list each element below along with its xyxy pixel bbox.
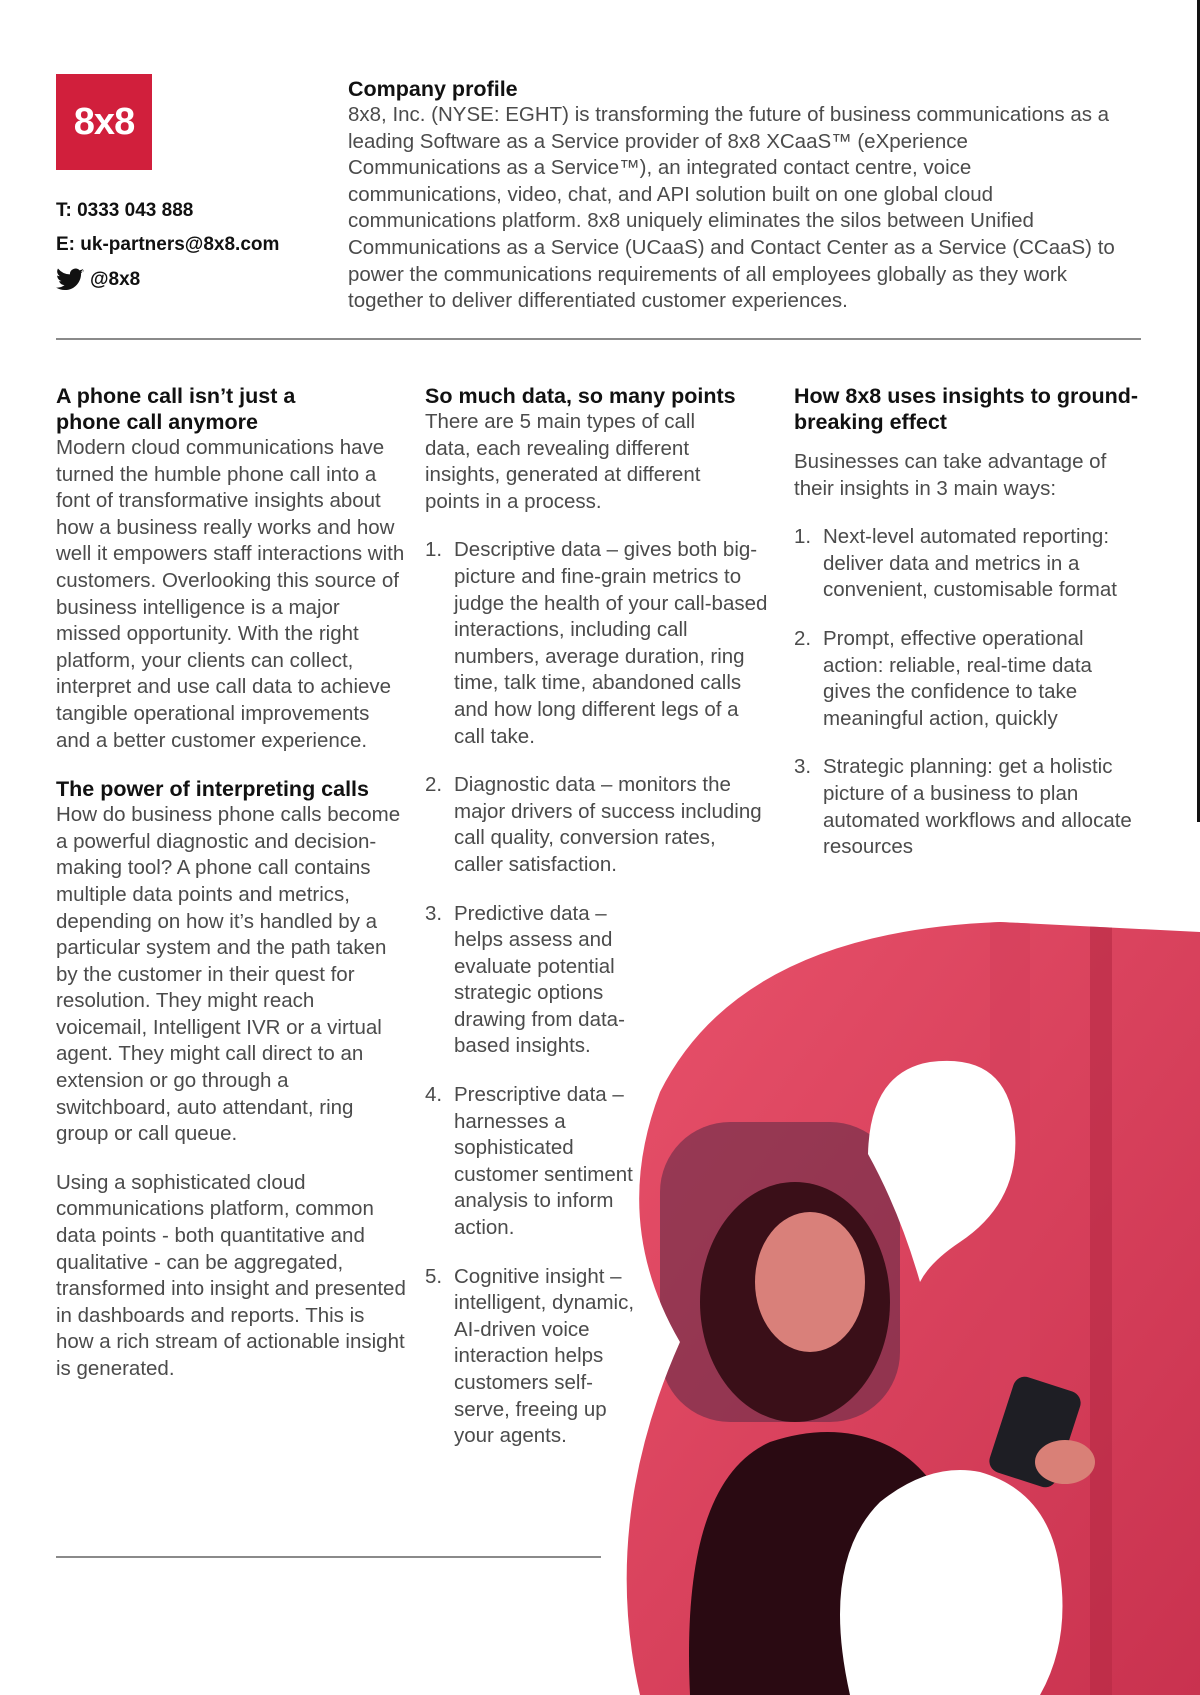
company-profile-text: 8x8, Inc. (NYSE: EGHT) is transforming the future of business communications as a leading Software as a Service provider of 8x8 XCaaS™ (eXperience Communications as a Service™), an integrated contact centre, voice communications, video, chat, and API solution built on one global cloud communications platform. 8x8 uniquely eliminates the silos between Unified Communications as a Service (UCaaS) and Contact Center as a Service (CCaaS) to power the communications requirements of all employees globally as they work together to deliver differentiated customer experiences. bbox=[348, 103, 1115, 313]
list-item bbox=[794, 626, 1144, 732]
list-number: 2. bbox=[425, 773, 443, 797]
list-text: Next-level automated reporting: deliver data and metrics in a convenient, customisable format bbox=[823, 525, 1117, 602]
list-number: 3. bbox=[794, 755, 812, 779]
list-text: Prompt, effective operational action: reliable, real-time data gives the confidence to take meaningful action, quickly bbox=[823, 626, 1092, 730]
column-1 bbox=[56, 383, 406, 1383]
list-text: Strategic planning: get a holistic picture of a business to plan automated workflows and allocate resources bbox=[823, 755, 1132, 859]
list-item bbox=[794, 754, 1144, 860]
list-text: Predictive data – helps assess and evaluate potential strategic options drawing from data-based insights. bbox=[454, 901, 625, 1058]
list-number: 5. bbox=[425, 1264, 443, 1288]
paragraph-interpreting-calls: How do business phone calls become a powerful diagnostic and decision-making tool? A phone call contains multiple data points and metrics, depending on how it’s handled by a particular system and the path taken by the customer in their quest for resolution. They might reach voicemail, Intelligent IVR or a virtual agent. They might call direct to an extension or go through a switchboard, auto attendant, ring group or call queue. bbox=[56, 803, 401, 1146]
list-item bbox=[425, 772, 770, 878]
brand-logo: 8x8 bbox=[56, 74, 152, 170]
list-number: 1. bbox=[425, 538, 443, 562]
heading-interpreting-calls: The power of interpreting calls bbox=[56, 777, 369, 802]
column-3 bbox=[794, 383, 1144, 883]
list-text: Cognitive insight – intelligent, dynamic, AI-driven voice interaction helps customers self-serve, freeing up your agents. bbox=[454, 1264, 635, 1448]
list-text: Descriptive data – gives both big-picture and fine-grain metrics to judge the health of your call-based interactions, including call numbers, average duration, ring time, talk time, abandoned calls and how long different legs of a call take. bbox=[454, 538, 768, 748]
company-profile-title: Company profile bbox=[348, 77, 518, 101]
list-item bbox=[425, 537, 770, 750]
contact-phone: T: 0333 043 888 bbox=[56, 200, 194, 221]
list-number: 3. bbox=[425, 901, 443, 925]
top-divider bbox=[56, 338, 1141, 340]
heading-data-points: So much data, so many points bbox=[425, 384, 736, 408]
woman-on-phone-image bbox=[620, 922, 1200, 1695]
list-number: 4. bbox=[425, 1083, 443, 1107]
bottom-divider bbox=[56, 1556, 601, 1558]
heading-phone-call: A phone call isn’t just a phone call anymore bbox=[56, 384, 296, 434]
list-text: Diagnostic data – monitors the major drivers of success including call quality, conversion rates, caller satisfaction. bbox=[454, 773, 762, 876]
heading-insights: How 8x8 uses insights to ground-breaking effect bbox=[794, 384, 1139, 434]
list-number: 1. bbox=[794, 525, 812, 549]
list-item bbox=[794, 524, 1144, 604]
list-text: Prescriptive data – harnesses a sophisticated customer sentiment analysis to inform action. bbox=[454, 1083, 633, 1240]
paragraph-cloud-platform: Using a sophisticated cloud communications platform, common data points - both quantitative and qualitative - can be aggregated, transformed into insight and presented in dashboards and reports. This is how a rich stream of actionable insight is generated. bbox=[56, 1170, 406, 1380]
paragraph-data-intro: There are 5 main types of call data, each revealing different insights, generated at different points in a process. bbox=[425, 410, 701, 513]
paragraph-insights-intro: Businesses can take advantage of their insights in 3 main ways: bbox=[794, 450, 1107, 500]
twitter-handle-label: @8x8 bbox=[90, 269, 141, 290]
paragraph-phone-call: Modern cloud communications have turned the humble phone call into a font of transformative insights about how a business really works and how well it empowers staff interactions with customers. Overlooking this source of business intelligence is a major missed opportunity. With the right platform, your clients can collect, interpret and use call data to achieve tangible operational improvements and a better customer experience. bbox=[56, 436, 405, 752]
insights-list bbox=[794, 524, 1144, 861]
twitter-icon bbox=[56, 268, 84, 292]
list-number: 2. bbox=[794, 626, 812, 650]
contact-email[interactable]: E: uk-partners@8x8.com bbox=[56, 234, 280, 255]
company-profile bbox=[348, 76, 1118, 315]
twitter-handle[interactable] bbox=[56, 268, 140, 292]
